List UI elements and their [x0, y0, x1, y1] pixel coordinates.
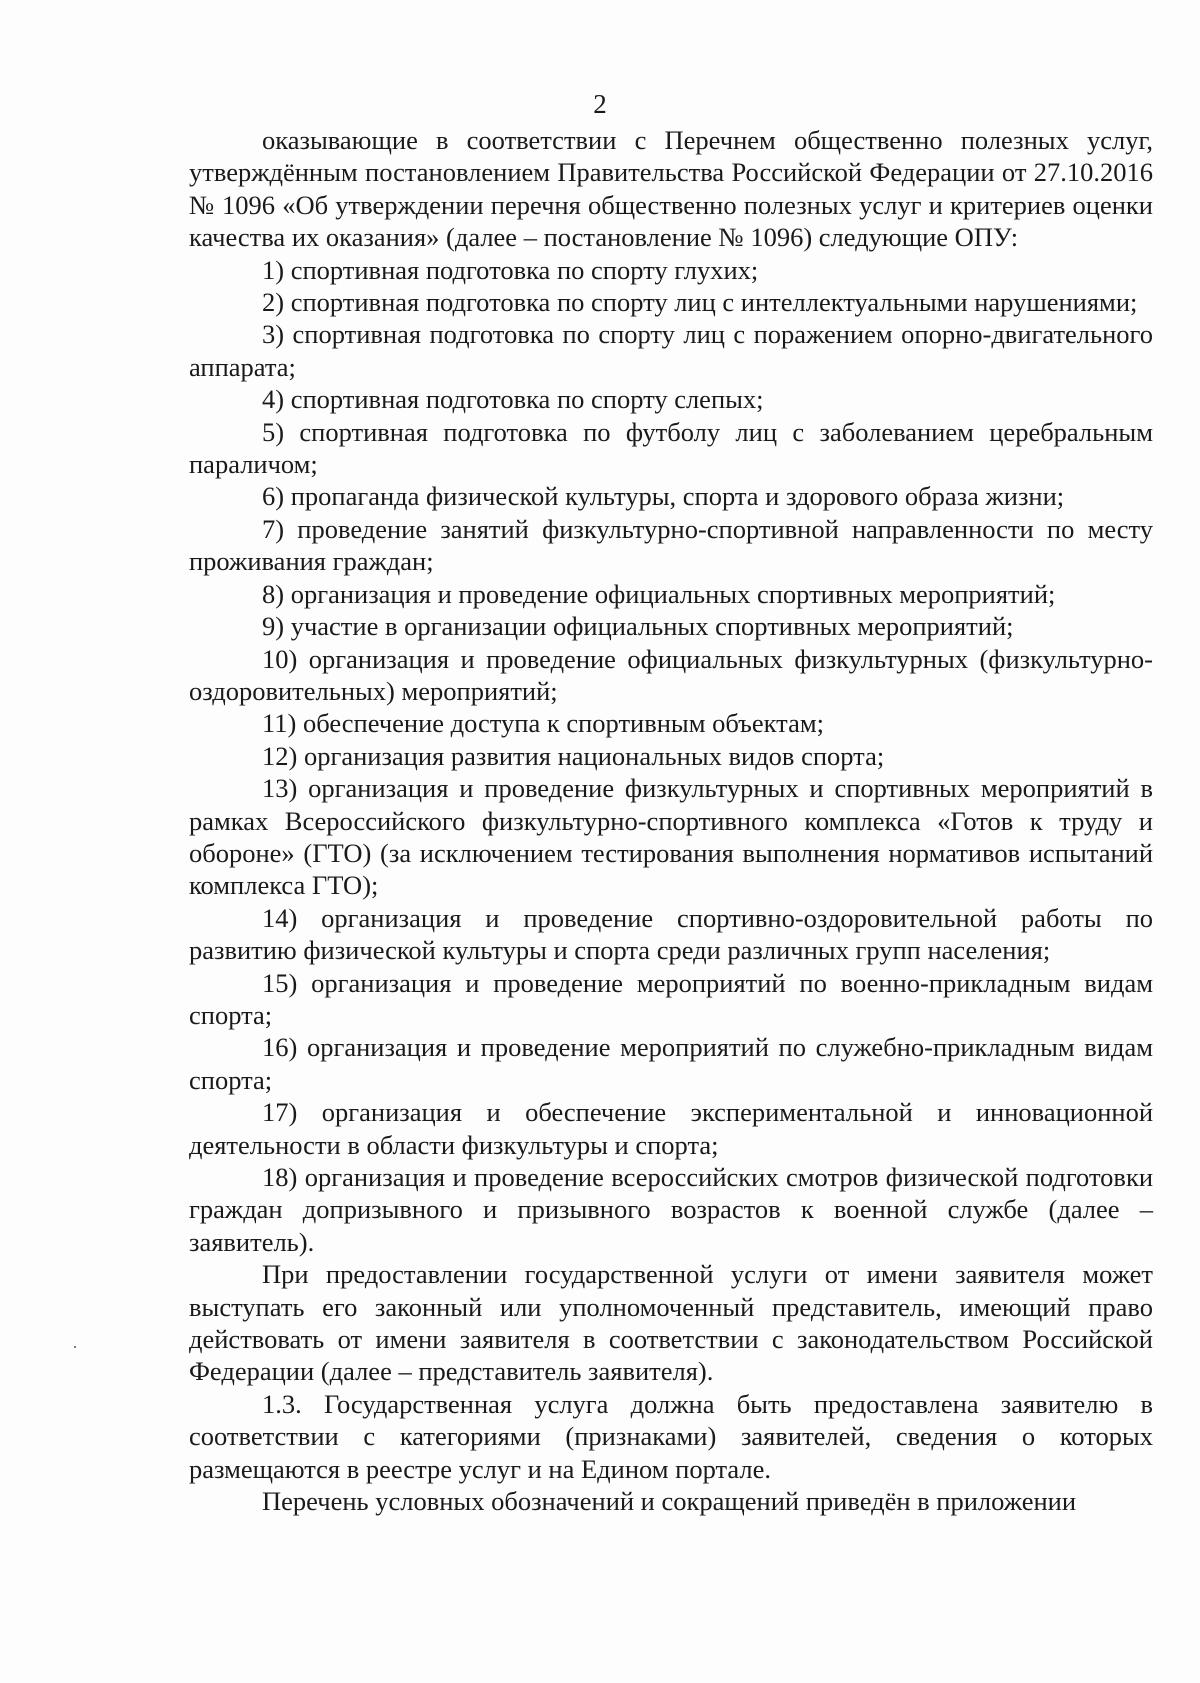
list-item-17: 17) организация и обеспечение экспериментальной и инновационной деятельности в области физкультуры и спорта;: [189, 1097, 1153, 1160]
list-item-12: 12) организация развития национальных видов спорта;: [262, 740, 885, 771]
list-item-15: 15) организация и проведение мероприятий по военно-прикладным видам спорта;: [189, 967, 1153, 1030]
list-item-14: 14) организация и проведение спортивно-оздоровительной работы по развитию физической культуры и спорта среди различных групп населения;: [189, 902, 1153, 966]
list-item-16: 16) организация и проведение мероприятий по служебно-прикладным видам спорта;: [189, 1032, 1153, 1095]
list-item-3: 3) спортивная подготовка по спорту лиц с поражением опорно-двигательного аппарата;: [189, 319, 1153, 382]
paragraph-abbreviations: Перечень условных обозначений и сокращений приведён в приложении: [262, 1486, 1076, 1517]
scan-speck: [74, 1346, 76, 1348]
paragraph-representative: При предоставлении государственной услуги от имени заявителя может выступать его законный или уполномоченный представитель, имеющий право действовать от имени заявителя в соответствии с законодательством Российской Федерации (далее – представитель заявителя).: [189, 1259, 1153, 1387]
list-item-1: 1) спортивная подготовка по спорту глухих;: [262, 254, 759, 285]
list-item-4: 4) спортивная подготовка по спорту слепых;: [262, 384, 764, 415]
document-body: [189, 124, 1153, 1517]
list-item-9: 9) участие в организации официальных спортивных мероприятий;: [262, 611, 1014, 642]
page-number: 2: [593, 89, 607, 119]
list-item-7: 7) проведение занятий физкультурно-спортивной направленности по месту проживания граждан;: [189, 513, 1153, 577]
list-item-6: 6) пропаганда физической культуры, спорта и здорового образа жизни;: [262, 481, 1065, 512]
list-item-13: 13) организация и проведение физкультурных и спортивных мероприятий в рамках Всероссийского физкультурно-спортивного комплекса «Готов к труду и обороне» (ГТО) (за исключением тестирования выполнения нормативов испытаний комплекса ГТО);: [189, 773, 1153, 901]
list-item-10: 10) организация и проведение официальных физкультурных (физкультурно-оздоровительных) мероприятий;: [189, 643, 1153, 706]
list-item-18: 18) организация и проведение всероссийских смотров физической подготовки граждан допризывного и призывного возрастов к военной службе (далее – заявитель).: [189, 1162, 1153, 1257]
list-item-2: 2) спортивная подготовка по спорту лиц с интеллектуальными нарушениями;: [262, 287, 1138, 318]
list-item-5: 5) спортивная подготовка по футболу лиц с заболеванием церебральным параличом;: [189, 416, 1153, 480]
list-item-8: 8) организация и проведение официальных спортивных мероприятий;: [262, 578, 1056, 609]
paragraph-section-1-3: 1.3. Государственная услуга должна быть предоставлена заявителю в соответствии с категориями (признаками) заявителей, сведения о которых размещаются в реестре услуг и на Едином портале.: [189, 1388, 1153, 1484]
paragraph-intro: оказывающие в соответствии с Перечнем общественно полезных услуг, утверждённым постановлением Правительства Российской Федерации от 27.10.2016 № 1096 «Об утверждении перечня общественно полезных услуг и критериев оценки качества их оказания» (далее – постановление № 1096) следующие ОПУ:: [189, 125, 1153, 253]
list-item-11: 11) обеспечение доступа к спортивным объектам;: [262, 708, 824, 739]
